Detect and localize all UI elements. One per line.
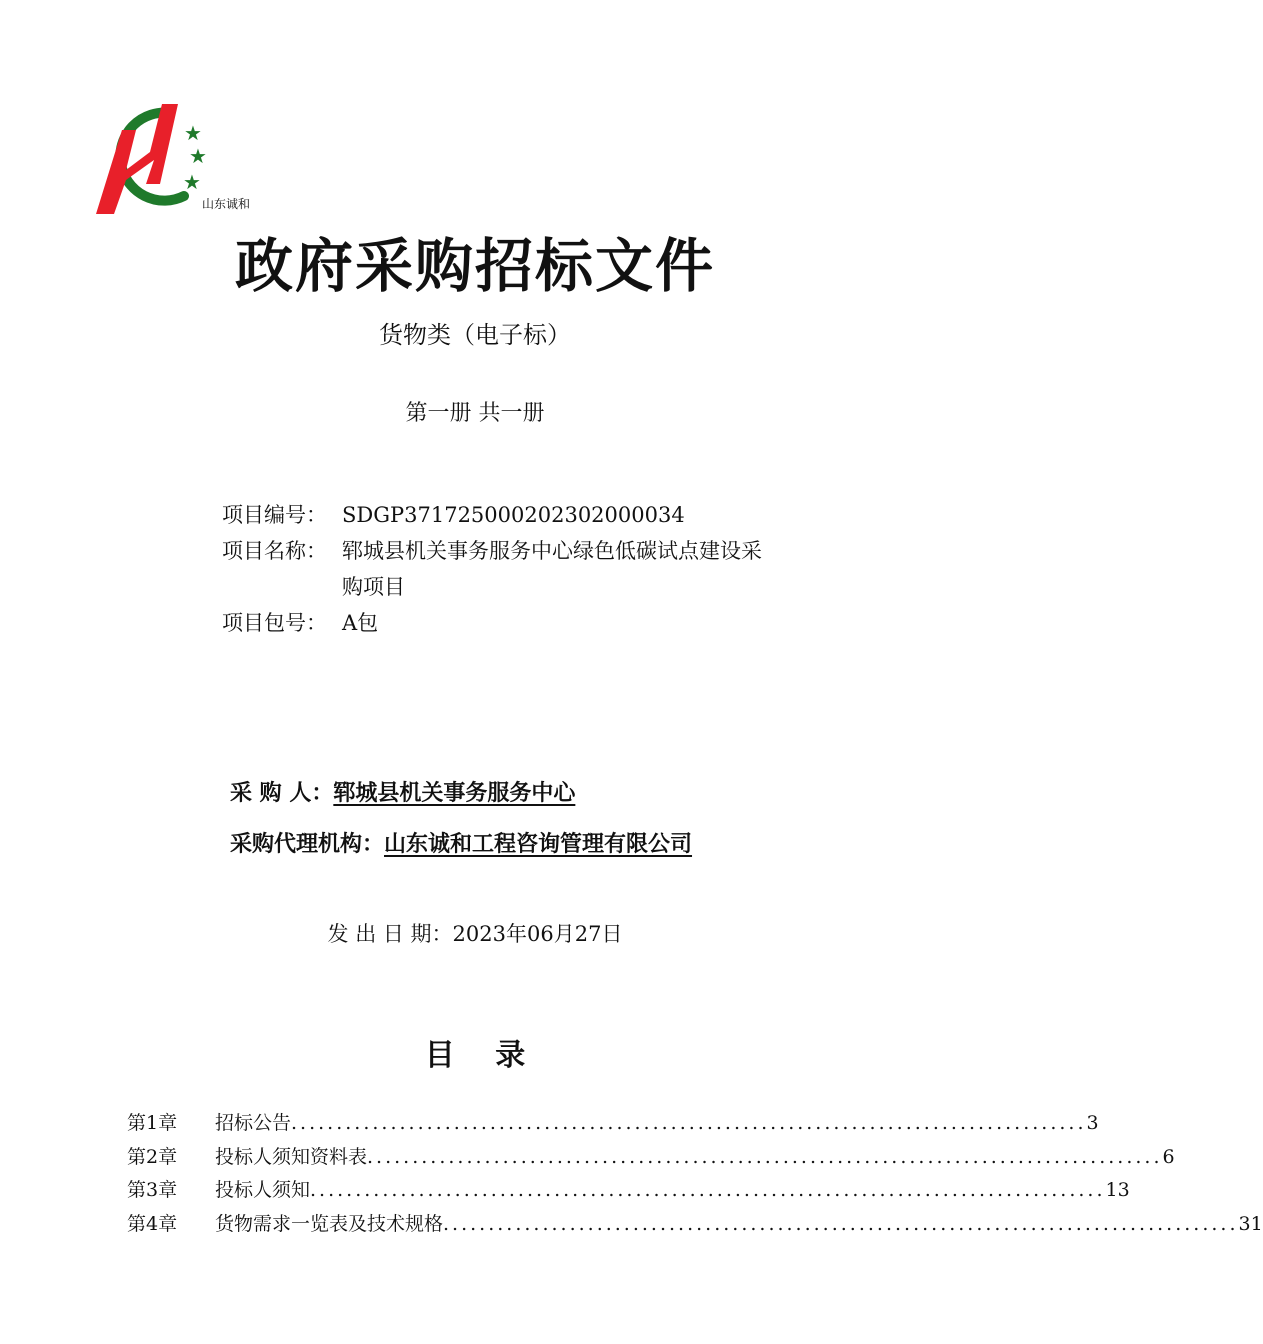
toc-chapter: 第3章 <box>127 1179 178 1201</box>
project-package-label: 项目包号： <box>222 611 327 635</box>
project-name-line-1: 郓城县机关事务服务中心绿色低碳试点建设采 <box>342 539 762 563</box>
toc-leader-dots: ........................................................................................ <box>367 1145 1163 1168</box>
agency-value: 山东诚和工程咨询管理有限公司 <box>384 832 693 857</box>
toc-chapter: 第4章 <box>127 1212 178 1235</box>
purchaser-value: 郓城县机关事务服务中心 <box>333 781 576 806</box>
toc-item[interactable] <box>127 1107 1099 1141</box>
purchaser-label: 采 购 人： <box>230 781 334 806</box>
toc-leader-dots: ........................................................................................ <box>443 1212 1239 1235</box>
table-of-contents <box>127 1107 1263 1241</box>
project-name-line-2: 购项目 <box>342 575 405 599</box>
logo-star-1: ★ <box>184 121 202 145</box>
toc-item-title: 货物需求一览表及技术规格 <box>215 1212 444 1235</box>
agency-row <box>230 829 692 861</box>
toc-page-number: 6 <box>1162 1145 1175 1168</box>
toc-leader-dots: ........................................................................................ <box>310 1179 1106 1201</box>
toc-chapter: 第2章 <box>127 1145 178 1168</box>
toc-page-number: 3 <box>1086 1112 1099 1134</box>
toc-page-number: 31 <box>1238 1212 1263 1235</box>
purchaser-row <box>230 778 575 810</box>
project-package-value: A包 <box>342 611 379 635</box>
document-title: 政府采购招标文件 <box>234 232 715 300</box>
toc-chapter: 第1章 <box>127 1112 178 1134</box>
document-subtitle: 货物类（电子标） <box>379 321 571 349</box>
logo-star-3: ★ <box>183 170 201 194</box>
toc-item[interactable] <box>127 1174 1130 1208</box>
company-logo <box>92 100 252 218</box>
project-name-value <box>342 533 822 605</box>
toc-title: 目 录 <box>424 1038 526 1073</box>
logo-star-2: ★ <box>189 144 207 168</box>
toc-leader-dots: ........................................................................................ <box>291 1112 1087 1134</box>
project-number-label: 项目编号： <box>222 503 327 527</box>
project-package-row <box>222 605 822 641</box>
project-name-label: 项目名称： <box>222 539 327 563</box>
project-number-value: SDGP371725000202302000034 <box>342 503 685 527</box>
project-name-row <box>222 533 822 605</box>
project-number-row <box>222 497 822 533</box>
toc-page-number: 13 <box>1105 1179 1130 1201</box>
issue-date: 发 出 日 期：2023年06月27日 <box>327 922 623 946</box>
toc-item[interactable] <box>127 1141 1175 1175</box>
toc-item[interactable] <box>127 1208 1263 1242</box>
logo-text: 山东诚和 <box>202 197 251 211</box>
volume-info: 第一册 共一册 <box>405 401 545 426</box>
agency-label: 采购代理机构： <box>230 832 385 857</box>
toc-item-title: 招标公告 <box>215 1112 292 1134</box>
toc-item-title: 投标人须知资料表 <box>215 1145 368 1168</box>
toc-item-title: 投标人须知 <box>215 1179 311 1201</box>
